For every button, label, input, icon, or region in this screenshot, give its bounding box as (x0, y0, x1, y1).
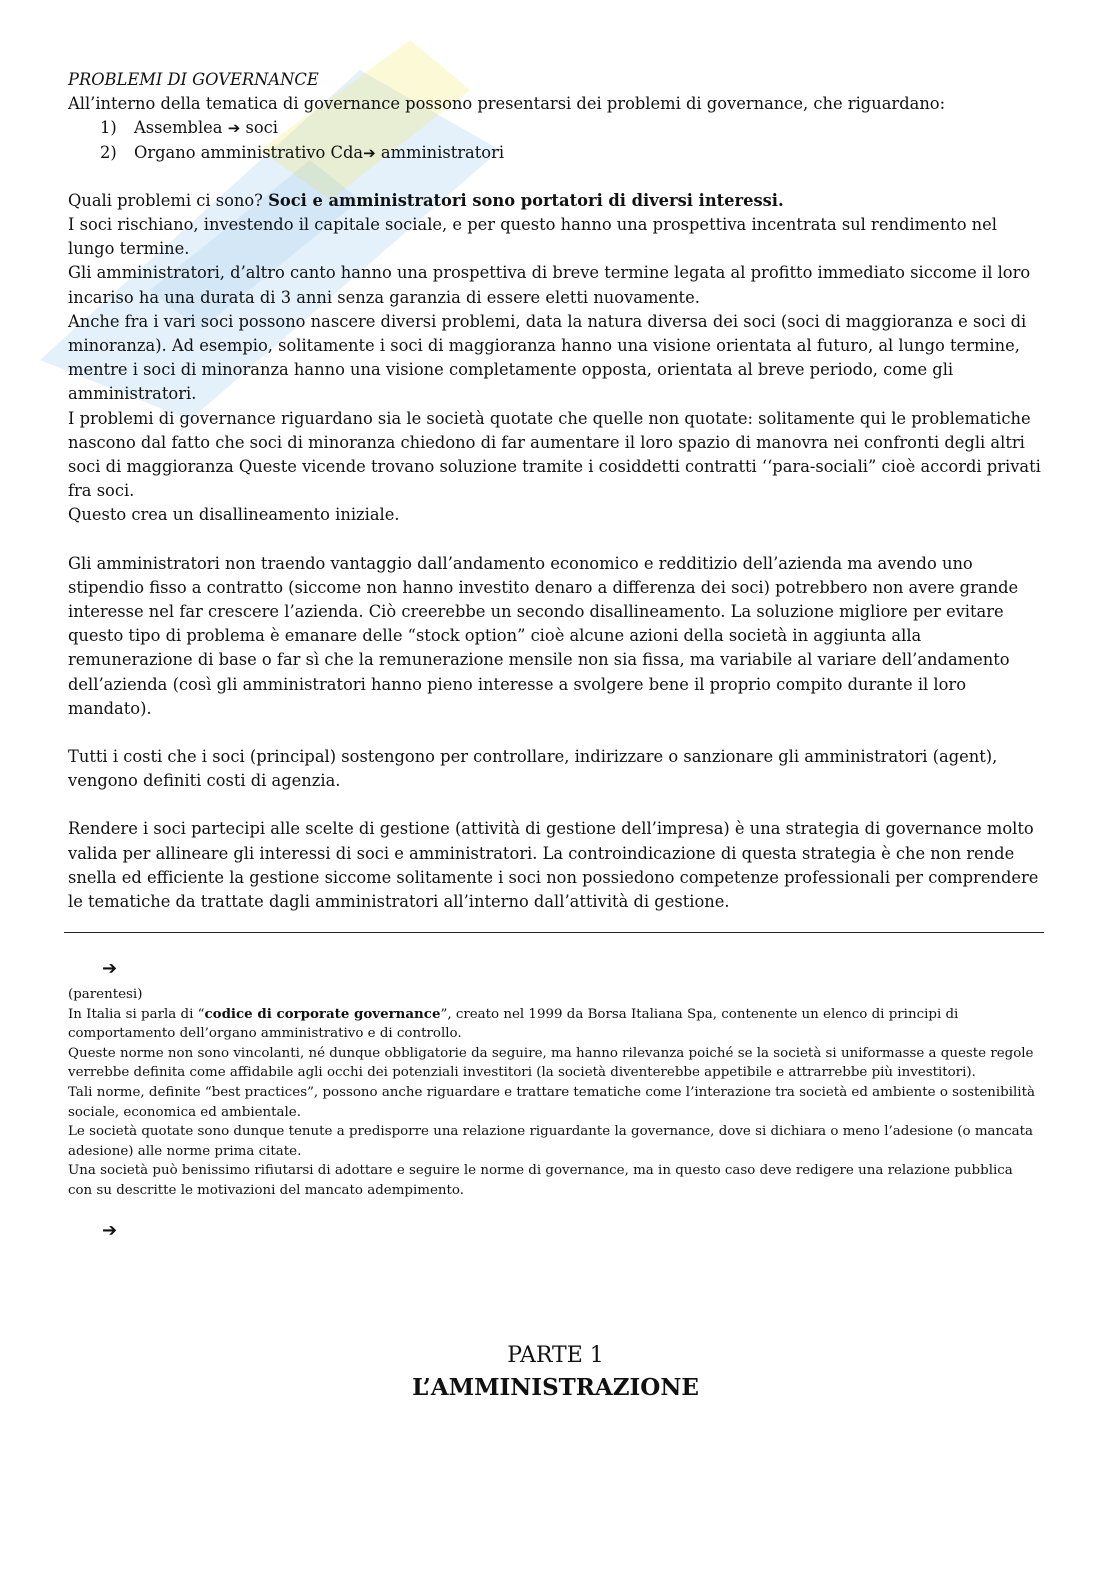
paragraph: Gli amministratori, d’altro canto hanno una prospettiva di breve termine legata al profitto immediato siccome il loro incariso ha una durata di 3 anni senza garanzia di essere eletti nuovamente. (68, 263, 1031, 307)
part-heading (68, 1340, 1043, 1404)
paragraph: Gli amministratori non traendo vantaggio dall’andamento economico e redditizio dell’azienda ma avendo uno stipendio fisso a contratto (siccome non hanno investito denaro a differenza dei soci) potrebbero non avere grande interesse nel far crescere l’azienda. Ciò creerebbe un secondo disallineamento. La soluzione migliore per evitare questo tipo di problema è emanare delle “stock option” cioè alcune azioni della società in aggiunta alla remunerazione di base o far sì che la remunerazione mensile non sia fissa, ma variabile al variare dell’andamento dell’azienda (così gli amministratori hanno pieno interesse a svolgere bene il proprio compito durante il loro mandato). (68, 553, 1019, 718)
paragraph: Rendere i soci partecipi alle scelte di gestione (attività di gestione dell’impresa) è una strategia di governance molto valida per allineare gli interessi di soci e amministratori. La controindicazione di questa strategia è che non rende snella ed efficiente la gestione siccome solitamente i soci non possiedono competenze professionali per comprendere le tematiche da trattate dagli amministratori all’interno dall’attività di gestione. (68, 819, 1039, 912)
note-paragraph: Queste norme non sono vincolanti, né dunque obbligatorie da seguire, ma hanno rilevanza poiché se la società si uniformasse a queste regole verrebbe definita come affidabile agli occhi dei potenziali investitori (la società diventerebbe appetibile e attrarrebbe più investitori). (68, 1045, 1034, 1081)
arrow-right-icon: ➔ (363, 143, 376, 162)
notes-label: (parentesi) (68, 987, 143, 1002)
intro-paragraph: All’interno della tematica di governance possono presentarsi dei problemi di governance, che riguardano: (68, 94, 946, 114)
list-item-left: Assemblea (134, 118, 223, 138)
part-label: PARTE 1 (507, 1343, 604, 1368)
paragraph: Anche fra i vari soci possono nascere diversi problemi, data la natura diversa dei soci (soci di maggioranza e soci di minoranza). Ad esempio, solitamente i soci di maggioranza hanno una visione orientata al futuro, al lungo termine, mentre i soci di minoranza hanno una visione completamente opposta, orientata al breve periodo, come gli amministratori. (68, 311, 1027, 404)
arrow-right-icon: ➔ (227, 119, 241, 138)
paragraph: I problemi di governance riguardano sia le società quotate che quelle non quotate: solitamente qui le problematiche nascono dal fatto che soci di minoranza chiedono di far aumentare il loro spazio di manovra nei confronti degli altri soci di maggioranza Queste vicende trovano soluzione tramite i cosiddetti contratti ‘‘para-sociali” cioè accordi privati fra soci. (68, 408, 1041, 501)
section-title: PROBLEMI DI GOVERNANCE (68, 70, 319, 89)
list-item-right: soci (245, 118, 278, 138)
arrow-right-icon: ➔ (102, 958, 118, 979)
list-item-right: amministratori (380, 142, 505, 162)
note-text: In Italia si parla di “ (68, 1006, 205, 1022)
notes-block (68, 985, 1038, 1201)
note-bold-term: codice di corporate governance (204, 1005, 441, 1022)
paragraph: Questo crea un disallineamento iniziale. (68, 505, 400, 525)
list-item (100, 141, 1043, 165)
list-number: 2) (100, 142, 117, 162)
main-text (68, 68, 1043, 914)
note-text: ”, creato nel 1999 da Borsa Italiana Spa, contenente un elenco di principi di comportamento dell’organo amministrativo e di controllo. (68, 1006, 959, 1042)
arrow-right-icon: ➔ (102, 1220, 118, 1241)
paragraph: Tutti i costi che i soci (principal) sostengono per controllare, indirizzare o sanzionare gli amministratori (agent), vengono definiti costi di agenzia. (68, 747, 998, 791)
list-number: 1) (100, 118, 117, 138)
part-title: L’AMMINISTRAZIONE (412, 1374, 699, 1401)
list-item-left: Organo amministrativo Cda (134, 142, 364, 162)
paragraph: I soci rischiano, investendo il capitale sociale, e per questo hanno una prospettiva incentrata sul rendimento nel lungo termine. (68, 215, 997, 259)
question-paragraph (68, 189, 1043, 213)
note-paragraph (68, 1005, 1038, 1044)
question-answer-bold: Soci e amministratori sono portatori di diversi interessi. (268, 190, 784, 210)
problems-list (68, 116, 1043, 164)
horizontal-divider (64, 932, 1044, 933)
note-paragraph: Le società quotate sono dunque tenute a predisporre una relazione riguardante la governance, dove si dichiara o meno l’adesione (o mancata adesione) alle norme prima citate. (68, 1124, 1033, 1159)
question-text: Quali problemi ci sono? (68, 190, 269, 210)
note-paragraph: Tali norme, definite “best practices”, possono anche riguardare e trattare tematiche come l’interazione tra società ed ambiente o sostenibilità sociale, economica ed ambientale. (68, 1084, 1035, 1120)
note-paragraph: Una società può benissimo rifiutarsi di adottare e seguire le norme di governance, ma in questo caso deve redigere una relazione pubblica con su descritte le motivazioni del mancato adempimento. (68, 1163, 1013, 1198)
list-item (100, 116, 1043, 140)
